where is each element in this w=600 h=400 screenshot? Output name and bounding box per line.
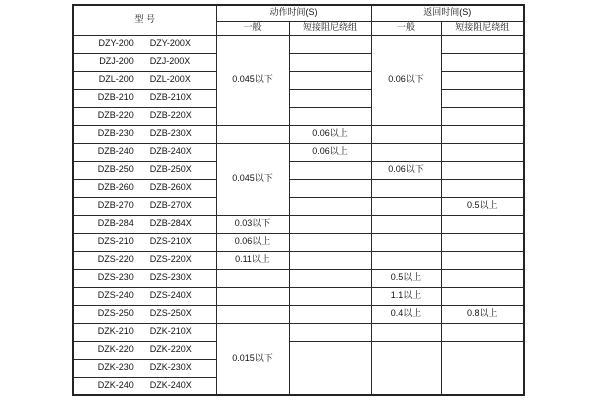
model-name-x: DZK-210X [149,326,192,337]
model-cell [73,107,216,125]
model-cell [73,143,216,161]
cell-action-damped [289,35,371,53]
model-cell [73,89,216,107]
table-row [73,89,524,107]
cell-return-damped [441,143,524,161]
model-name-x: DZB-250X [149,164,192,175]
model-name: DZB-220 [97,110,134,121]
cell-action-damped [289,233,371,251]
model-name-x: DZS-240X [149,290,192,301]
model-name: DZB-210 [97,92,134,103]
model-name-x: DZB-270X [149,200,192,211]
cell-return-damped: 0.8以上 [441,305,524,323]
header-action-general: 一般 [216,21,289,35]
cell-action-damped [289,323,371,341]
table-row [73,305,524,323]
cell-action-damped [289,305,371,323]
cell-return-damped [441,89,524,107]
model-name: DZS-250 [97,308,134,319]
model-name: DZK-210 [97,326,134,337]
table-row [73,125,524,143]
model-name-x: DZY-200X [149,38,191,49]
model-name-x: DZJ-200X [149,56,191,67]
table-row [73,143,524,161]
header-row-1 [73,5,524,21]
model-name: DZL-200 [98,74,134,85]
model-name-x: DZB-210X [149,92,192,103]
cell-return-damped [441,35,524,53]
model-cell [73,341,216,359]
table-row [73,251,524,269]
model-name-x: DZK-240X [149,379,192,390]
table-row [73,197,524,215]
table-row [73,287,524,305]
model-name: DZK-240 [97,379,134,390]
model-name: DZS-230 [97,272,134,283]
model-name: DZB-284 [97,218,134,229]
cell-return-general [371,341,441,395]
cell-return-damped [441,251,524,269]
header-return-damped: 短接阻尼绕组 [441,21,524,35]
model-name-x: DZB-240X [149,146,192,157]
model-cell [73,377,216,395]
model-name-x: DZS-230X [149,272,192,283]
cell-return-damped [441,269,524,287]
cell-action-general [216,305,289,323]
cell-action-general [216,287,289,305]
model-name: DZB-250 [97,164,134,175]
header-return-time: 返回时间(S) [371,5,524,21]
cell-action-damped [289,341,371,395]
header-action-time: 动作时间(S) [216,5,371,21]
table-row [73,341,524,359]
cell-action-damped [289,107,371,125]
table-row [73,35,524,53]
cell-action-damped: 0.06以上 [289,143,371,161]
model-name-x: DZB-284X [149,218,192,229]
cell-return-general [371,251,441,269]
cell-return-general [371,143,441,161]
cell-return-damped: 0.5以上 [441,197,524,215]
model-cell [73,323,216,341]
cell-return-general: 0.06以下 [371,161,441,179]
model-cell [73,287,216,305]
cell-return-damped [441,125,524,143]
cell-action-damped [289,287,371,305]
cell-action-damped [289,161,371,179]
cell-action-damped [289,251,371,269]
model-name-x: DZB-230X [149,128,192,139]
cell-action-general [216,269,289,287]
model-name-x: DZS-220X [149,254,192,265]
cell-return-damped [441,71,524,89]
model-cell [73,251,216,269]
relay-timing-table [72,4,525,396]
model-cell [73,161,216,179]
cell-return-general: 0.06以下 [371,35,441,125]
cell-return-damped [441,323,524,341]
model-name: DZS-240 [97,290,134,301]
model-cell [73,35,216,53]
model-cell [73,305,216,323]
model-cell [73,215,216,233]
model-name: DZB-260 [97,182,134,193]
model-name: DZK-220 [97,344,134,355]
cell-action-general: 0.045以下 [216,143,289,215]
cell-action-damped [289,89,371,107]
table-row [73,107,524,125]
table-row [73,215,524,233]
model-cell [73,197,216,215]
header-return-general: 一般 [371,21,441,35]
table-row [73,323,524,341]
cell-action-damped [289,197,371,215]
table-row [73,233,524,251]
header-model: 型 号 [73,5,216,35]
cell-return-damped [441,341,524,395]
cell-action-general: 0.015以下 [216,323,289,395]
model-name: DZB-230 [97,128,134,139]
model-name-x: DZK-230X [149,362,192,373]
cell-action-general: 0.11以上 [216,251,289,269]
model-cell [73,359,216,377]
cell-return-damped [441,107,524,125]
cell-action-general: 0.045以下 [216,35,289,125]
model-name: DZS-210 [97,236,134,247]
model-cell [73,71,216,89]
cell-return-general [371,197,441,215]
cell-action-damped [289,269,371,287]
model-name-x: DZB-260X [149,182,192,193]
model-name: DZJ-200 [99,56,134,67]
cell-action-damped [289,53,371,71]
cell-return-general: 1.1以上 [371,287,441,305]
model-name: DZS-220 [97,254,134,265]
model-cell [73,179,216,197]
model-cell [73,53,216,71]
table-row [73,269,524,287]
cell-return-damped [441,179,524,197]
cell-action-damped [289,179,371,197]
table-row [73,161,524,179]
cell-return-damped [441,233,524,251]
cell-return-damped [441,215,524,233]
cell-action-general: 0.03以下 [216,215,289,233]
cell-return-general [371,179,441,197]
model-cell [73,125,216,143]
cell-action-general: 0.06以上 [216,233,289,251]
cell-action-damped: 0.06以上 [289,125,371,143]
model-cell [73,233,216,251]
model-name-x: DZS-250X [149,308,192,319]
cell-return-general [371,125,441,143]
model-name: DZB-270 [97,200,134,211]
cell-return-general: 0.5以上 [371,269,441,287]
cell-action-damped [289,71,371,89]
cell-return-damped [441,287,524,305]
cell-return-general [371,323,441,341]
cell-return-general [371,215,441,233]
table-row [73,71,524,89]
model-name-x: DZB-220X [149,110,192,121]
cell-action-damped [289,215,371,233]
table-row [73,179,524,197]
cell-action-general [216,125,289,143]
model-name-x: DZS-210X [149,236,192,247]
cell-return-damped [441,161,524,179]
model-name: DZK-230 [97,362,134,373]
model-name: DZY-200 [98,38,134,49]
cell-return-general [371,233,441,251]
cell-return-damped [441,53,524,71]
model-name-x: DZK-220X [149,344,192,355]
model-cell [73,269,216,287]
table-row [73,53,524,71]
model-name-x: DZL-200X [149,74,191,85]
model-name: DZB-240 [97,146,134,157]
header-action-damped: 短接阻尼绕组 [289,21,371,35]
cell-return-general: 0.4以上 [371,305,441,323]
